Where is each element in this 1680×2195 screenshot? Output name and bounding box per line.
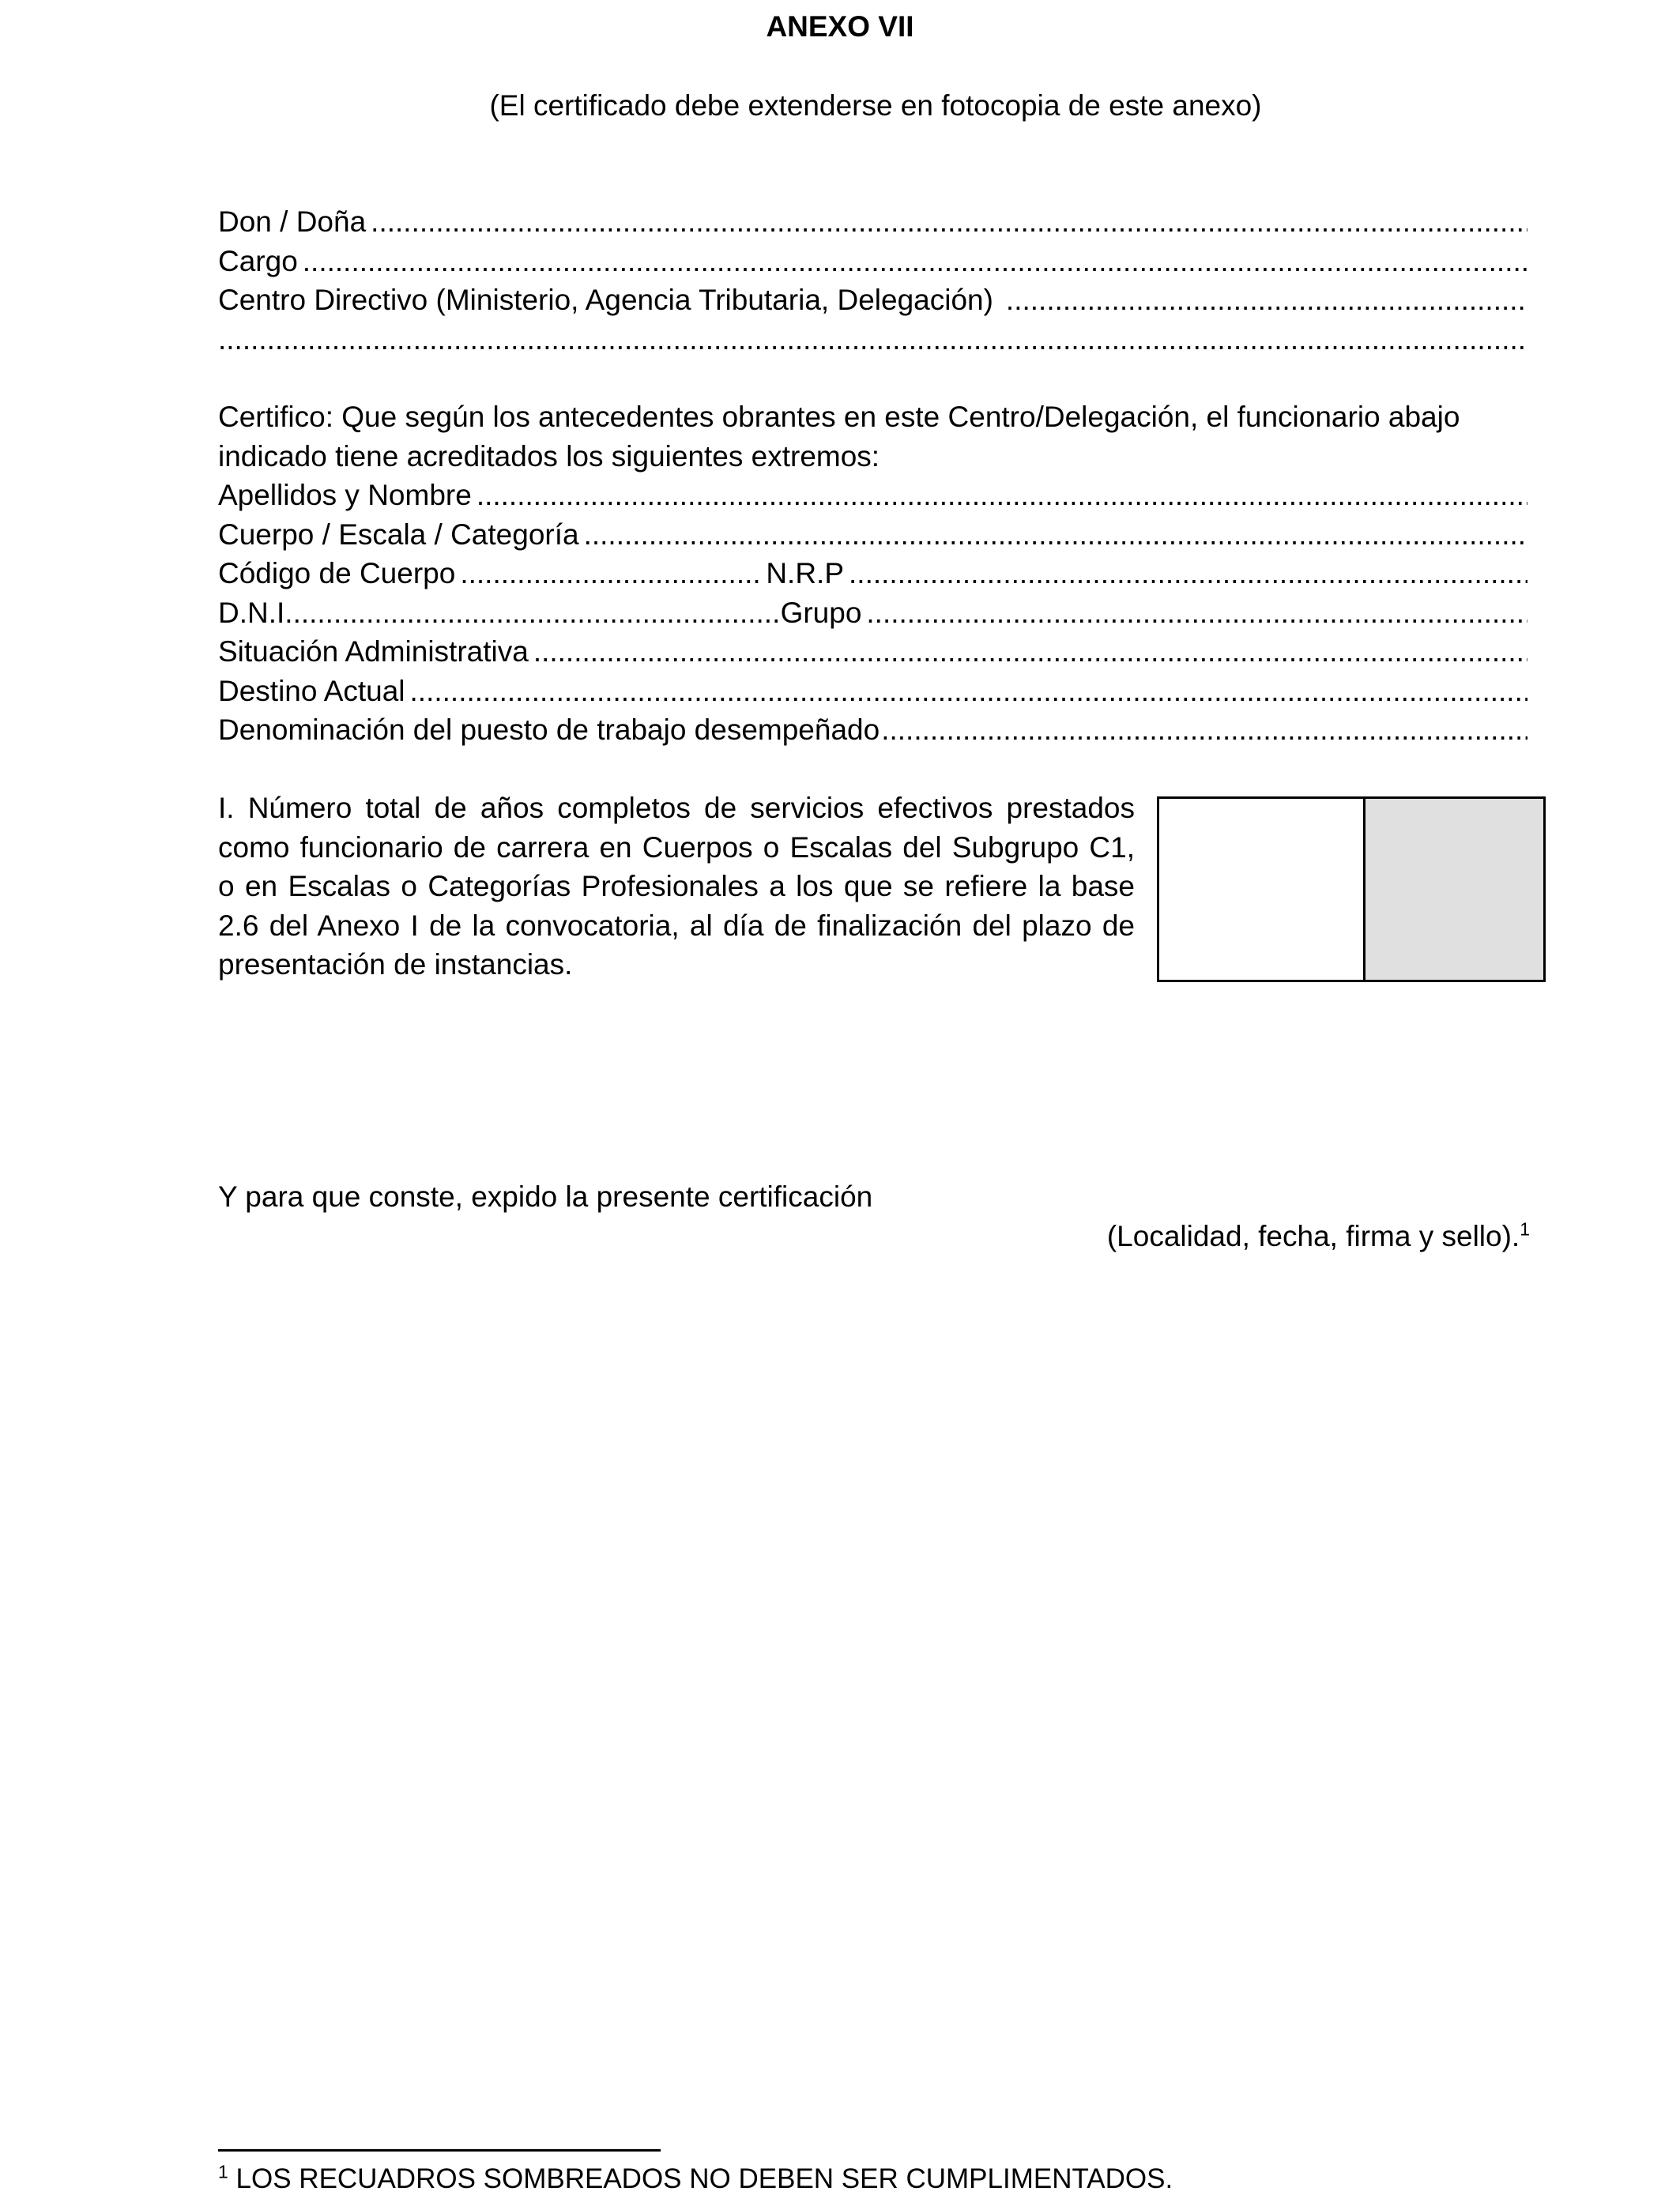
job-title-row — [218, 710, 1527, 750]
dni-label: D.N.I. — [218, 596, 293, 629]
footnote-divider — [218, 2149, 661, 2152]
body-code-label: Código de Cuerpo — [218, 557, 456, 589]
signature-note — [1107, 1217, 1530, 1256]
center-fill-line-continued[interactable] — [218, 320, 1527, 360]
position-fill-line[interactable] — [303, 242, 1527, 281]
nrp-label: N.R.P — [766, 557, 845, 589]
section-i-text: I. Número total de años completos de servicios efectivos prestados como funcionario de carrera en Cuerpos o Escalas del Subgrupo C1, o en Escalas o Categorías Profesionales a los que se refiere la base 2.6 del Anexo I de la convocatoria, al día de finalización del plazo de presentación de instancias. — [218, 792, 1135, 981]
admin-status-fill-line[interactable] — [533, 632, 1527, 672]
surname-field-label: Apellidos y Nombre — [218, 479, 472, 511]
body-field-label: Cuerpo / Escala / Categoría — [218, 518, 579, 551]
position-field-label: Cargo — [218, 244, 298, 277]
closing-statement: Y para que conste, expido la presente certificación — [218, 1180, 873, 1213]
group-label: Grupo — [780, 596, 862, 629]
position-field-row — [218, 242, 1527, 281]
certification-intro: Certifico: Que según los antecedentes obrantes en este Centro/Delegación, el funcionario abajo indicado tiene acreditados los siguientes extremos: — [218, 401, 1460, 473]
body-code-row — [218, 554, 1527, 593]
years-entry-cell[interactable] — [1159, 799, 1365, 980]
center-fill-line[interactable] — [1006, 280, 1527, 320]
current-post-label: Destino Actual — [218, 674, 405, 707]
admin-status-row — [218, 632, 1527, 672]
center-field-row — [218, 280, 1527, 320]
body-code-fill-line[interactable] — [460, 554, 763, 593]
document-subtitle: (El certificado debe extenderse en fotocopia de este anexo) — [489, 89, 1262, 122]
name-fill-line[interactable] — [371, 202, 1527, 242]
name-field-row — [218, 202, 1527, 242]
document-title: ANEXO VII — [766, 10, 914, 43]
footnote-mark: 1 — [218, 2161, 228, 2182]
center-field-label: Centro Directivo (Ministerio, Agencia Tributaria, Delegación) — [218, 284, 993, 316]
body-fill-line[interactable] — [584, 515, 1527, 555]
certifier-section — [218, 202, 1527, 359]
years-entry-box — [1157, 796, 1546, 982]
nrp-fill-line[interactable] — [849, 554, 1527, 593]
dni-fill-line[interactable] — [293, 593, 778, 633]
surname-fill-line[interactable] — [477, 476, 1527, 515]
footnote-reference: 1 — [1520, 1218, 1530, 1240]
signature-note-text: (Localidad, fecha, firma y sello). — [1106, 1220, 1520, 1252]
footnote-text: LOS RECUADROS SOMBREADOS NO DEBEN SER CUMPLIMENTADOS. — [235, 2163, 1173, 2194]
shaded-admin-cell — [1365, 799, 1543, 980]
job-title-label: Denominación del puesto de trabajo desempeñado — [218, 713, 880, 746]
name-field-label: Don / Doña — [218, 205, 367, 238]
surname-field-row — [218, 476, 1527, 515]
current-post-fill-line[interactable] — [410, 672, 1527, 711]
job-title-fill-line[interactable] — [881, 710, 1527, 750]
certification-section — [218, 397, 1527, 750]
body-field-row — [218, 515, 1527, 555]
current-post-row — [218, 672, 1527, 711]
group-fill-line[interactable] — [866, 593, 1527, 633]
dni-row — [218, 593, 1527, 633]
admin-status-label: Situación Administrativa — [218, 635, 529, 668]
footnote — [218, 2163, 1173, 2195]
center-continuation-row — [218, 320, 1527, 360]
